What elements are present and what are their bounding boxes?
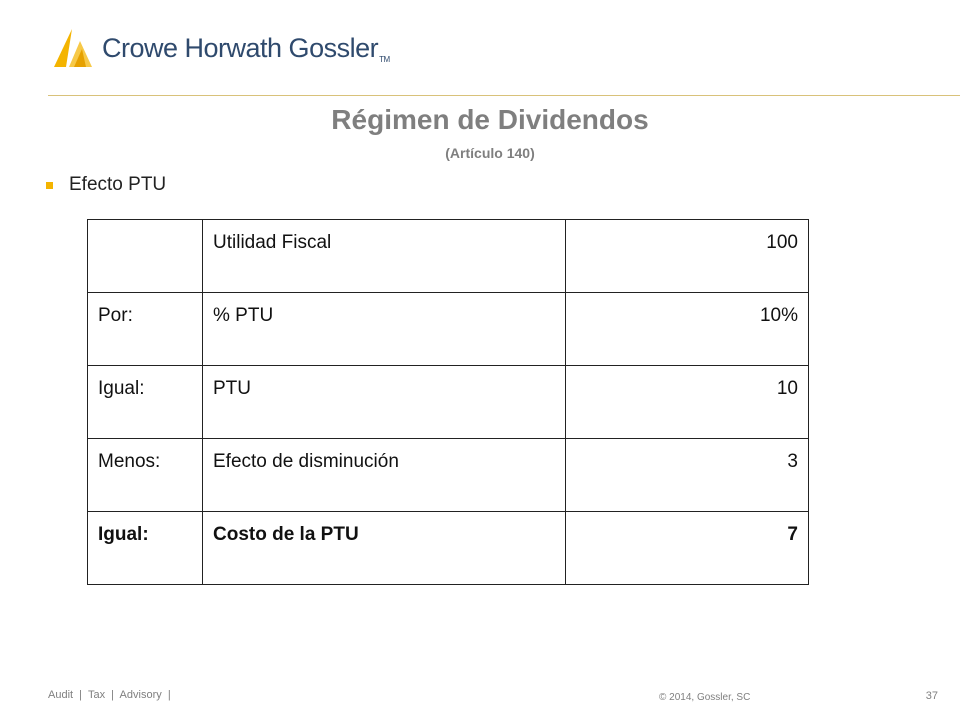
table-row <box>88 220 809 293</box>
crowe-logo-icon <box>52 27 94 69</box>
company-logo <box>52 26 390 70</box>
row-value-cell: 3 <box>566 439 809 512</box>
table-row <box>88 293 809 366</box>
logo-text: Crowe Horwath GosslerTM <box>102 32 390 64</box>
row-concept-cell: Utilidad Fiscal <box>203 220 566 293</box>
row-concept-cell: % PTU <box>203 293 566 366</box>
bullet-text: Efecto PTU <box>69 174 167 195</box>
row-concept-cell: PTU <box>203 366 566 439</box>
footer-services: Audit | Tax | Advisory | <box>48 689 171 701</box>
row-concept-cell: Costo de la PTU <box>203 512 566 585</box>
bullet-item <box>46 174 166 196</box>
row-value-cell: 7 <box>566 512 809 585</box>
table-row <box>88 439 809 512</box>
square-bullet-icon <box>46 182 53 189</box>
page-number: 37 <box>925 690 938 702</box>
row-label-cell <box>88 220 203 293</box>
ptu-table <box>87 219 809 585</box>
row-label-cell: Por: <box>88 293 203 366</box>
table-row <box>88 512 809 585</box>
logo-trademark: TM <box>379 54 390 64</box>
slide-title: Régimen de Dividendos <box>331 104 649 135</box>
header-divider <box>48 95 960 96</box>
row-label-cell: Menos: <box>88 439 203 512</box>
slide-subtitle: (Artículo 140) <box>445 145 535 161</box>
row-concept-cell: Efecto de disminución <box>203 439 566 512</box>
row-value-cell: 100 <box>566 220 809 293</box>
row-value-cell: 10% <box>566 293 809 366</box>
table-row <box>88 366 809 439</box>
row-label-cell: Igual: <box>88 512 203 585</box>
row-label-cell: Igual: <box>88 366 203 439</box>
footer-copyright: © 2014, Gossler, SC <box>659 692 751 703</box>
row-value-cell: 10 <box>566 366 809 439</box>
